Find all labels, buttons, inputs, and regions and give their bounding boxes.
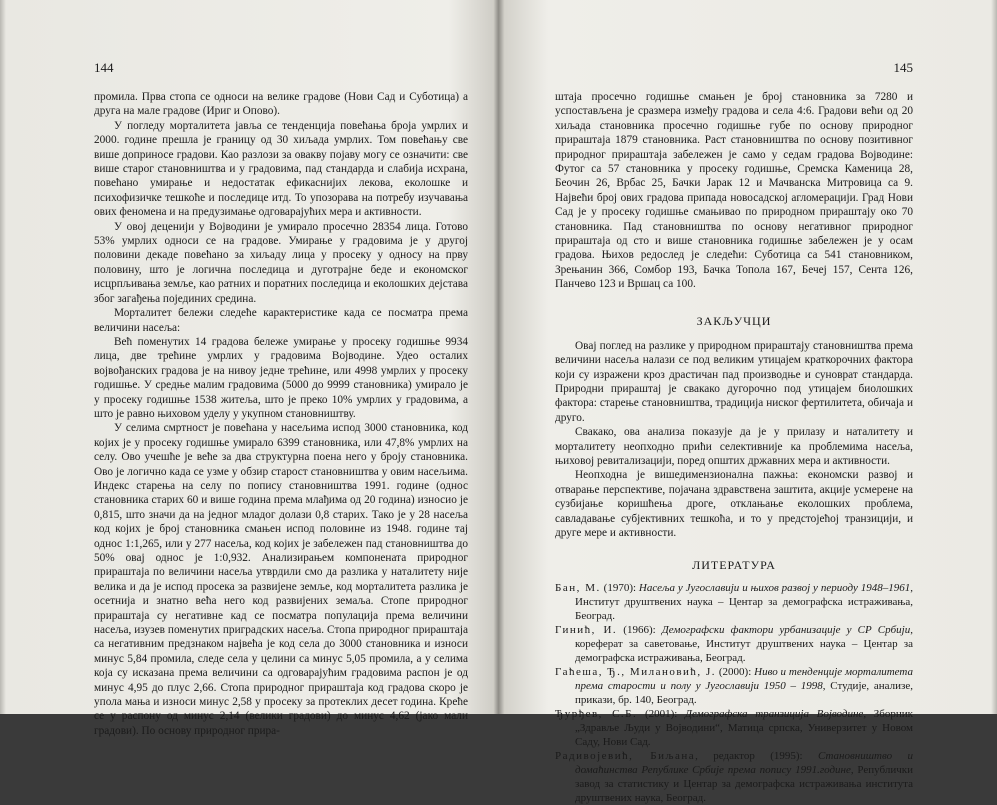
paragraph: Неопходна је вишедимензионална пажња: економски развој и отварање перспективе, појачана здравствена заштита, акције усмерене на сузбијање коришћења дроге, отклањање еколошких проблема, савладавање субјективних тешкоћа, и то у предстојећој транзицији, и друге мере и активности. xyxy=(555,469,913,539)
reference-title: Демографска транзиција Војводине xyxy=(685,708,864,721)
left-page-body xyxy=(94,90,468,738)
conclusions-body xyxy=(555,339,913,541)
reference-rest-after: , Студије, анализе, прикази, бр. 140, Београд. xyxy=(575,680,913,707)
paragraph: У погледу морталитета јавља се тенденција повећања броја умрлих и 2000. године прешла је границу од 30 хиљада умрлих. Том повећању све више доприносе градови. Као разлози за овакву појаву могу се означити: све више старог становништва и у градовима, пад стандарда и слабија исхрана, повећано умирање и недостатак ефикаснијих лекова, еколошке и психофизичке тешкоће и последице итд. То упозорава на потребу изучавања ових феномена и на предузимање одговарајућих мера и активности. xyxy=(94,119,468,219)
reference-title: Демографски фактори урбанизације у СР Србији xyxy=(661,624,911,637)
paragraph: Свакако, ова анализа показује да је у прилазу и наталитету и морталитету неопходно прићи селективније ка проблемима насеља, њиховој ревитализацији, поред општих државних мера и активности. xyxy=(555,426,913,467)
right-page-body xyxy=(555,90,913,292)
reference-title: Становништво и домаћинства Републике Србије према попису 1991.године xyxy=(575,750,913,777)
page-number-left: 144 xyxy=(94,60,114,75)
paragraph: промила. Прва стопа се односи на велике градове (Нови Сад и Суботица) а друга на мале градове (Ириг и Опово). xyxy=(94,91,468,118)
conclusions-heading: ЗАКЉУЧЦИ xyxy=(696,313,772,328)
literature-heading: ЛИТЕРАТУРА xyxy=(692,558,776,573)
reference-rest-before: (1966): xyxy=(617,624,662,637)
paragraph: Морталитет бележи следеће карактеристике када се посматра према величини насеља: xyxy=(94,307,468,334)
reference-rest-before: , редактор (1995): xyxy=(695,750,818,763)
reference-item xyxy=(555,623,913,665)
right-page xyxy=(499,0,997,805)
paragraph: штаја просечно годишње смањен је број становника за 7280 и успостављена је сразмера између градова и села 4:6. Градови већи од 20 хиљада становника просечно годишње губе по основу природног прираштаја 1879 становника. Раст становништва по основу позитивног природног прираштаја забележен је само у седам градова Војводине: Футог са 57 становника у просеку годишње, Сремска Каменица 28, Беочин 26, Врбас 25, Бачки Јарак 12 и Мачванска Митровица са 9. Највећи број ових градова припада новосадској агломерацији. Град Нови Сад је у просеку годишње смањивао по природном прираштају око 70 становника. Пад становништва по основу негативног природног прираштаја од сто и више становника годишње забележен је у осам градова. Њихов редослед је следећи: Суботица са 541 становником, Зрењанин 366, Сомбор 193, Бачка Топола 167, Бечеј 157, Сента 126, Панчево 123 и Вршац са 100. xyxy=(555,91,913,291)
reference-item xyxy=(555,665,913,707)
reference-author: Бан, М. xyxy=(555,582,601,595)
reference-rest-before: (2001): xyxy=(637,708,686,721)
reference-rest-after: , кореферат за саветовање, Институт друштвених наука – Центар за демографска истраживања, Београд. xyxy=(575,624,913,665)
reference-author: Гинић, И. xyxy=(555,624,618,637)
reference-author: Гаћеша, Ђ., Милановић, Ј. xyxy=(555,666,717,679)
reference-item xyxy=(555,749,913,805)
references-list xyxy=(555,581,913,805)
reference-rest-after: , Зборник „Здравље Људи у Војводини“, Матица српска, Универзитет у Новом Саду, Нови Сад. xyxy=(575,708,913,749)
reference-author: Ђурђев, С.Б. xyxy=(555,708,638,721)
reference-rest-before: (2000): xyxy=(716,666,755,679)
reference-author: Радивојевић, Биљана xyxy=(555,750,696,763)
paragraph: У селима смртност је повећана у насељима испод 3000 становника, код којих је у просеку годишње умирало 6399 становника, или 47,8% умрлих на селу. Ово учешће је веће за два структурна поена него у броју становника. Ово је логично када се узме у обзир старост становништва у овим насељима. Индекс старења на селу по попису становништва 1991. године (однос становника старих 60 и више година према млађима од 20 година) износио је 0,815, што значи да на једног младог долази 0,8 старих. Тако је у 28 насеља код којих је број становника смањен испод половине из 1948. године тај однос 1:1,265, или у 277 насеља, код којих је забележен пад становништва до 50% овај однос је 1:0,932. Анализирањем компонената природног прираштаја по величини насеља утврдили смо да разлика у наталитету није велика и да је испод просека за развијене земље, код морталитета разлика је осетнија и знатно већа него код развијених земаља. Стопе природног прираштаја су негативне кад се посматра популација према величини насеља, изузев поменутих приградских насеља. Стопа природног прираштаја са негативним предзнаком највећа је код села до 3000 становника и износи минус 5,84 промила, следе села у целини са минус 5,05 промила, а у селима која су исказана према величини са одговарајућим градовима распон је од минус 4,95 до плус 2,66. Стопа природног прираштаја код градова скоро је упола мања и износи минус 2,58 у просеку за протеклих десет година. Креће се у распону од минус 2,14 (велики градови) до минус 4,62 (јако мали градови). По основу природног прира- xyxy=(94,422,468,737)
reference-title: Ниво и тенденције морталитета према старости и полу у Југославији 1950 – 1998 xyxy=(575,666,913,693)
paragraph: Овај поглед на разлике у природном прираштају становништва према величини насеља налази се под великим утицајем краткорочних фактора који су изражени кроз драстичан пад производње и суноврат стандарда. Природни прираштај је свакако дугорочно под утицајем биолошких фактора: старење становништва, традиција ниског фертилитета, обичаја и друго. xyxy=(555,339,913,424)
paragraph: Већ поменутих 14 градова бележе умирање у просеку годишње 9934 лица, две трећине умрлих у градовима Војводине. Удео осталих војвођанских градова је на нивоу једне трећине, или 4998 умрлих у просеку годишње. У средње малим градовима (5000 до 9999 становника) умирало је у просеку годишње 1538 житеља, што је преко 10% умрлих у градовима, а што је равно њиховом уделу у укупном становништву. xyxy=(94,335,468,420)
reference-rest-after: , Институт друштвених наука – Центар за демографска истраживања, Београд. xyxy=(575,582,913,623)
reference-rest-after: , Републички завод за статистику и Центар за демографска истраживања института друштвених наука, Београд. xyxy=(575,764,913,805)
reference-item xyxy=(555,581,913,623)
reference-rest-before: (1970): xyxy=(600,582,639,595)
left-page xyxy=(0,0,498,737)
paragraph: У овој деценији у Војводини је умирало просечно 28354 лица. Готово 53% умрлих односи се на градове. Умирање у градовима је у другој половини декаде повећано за хиљаду лица у просеку у односу на прву половину, што је логична последица и дуготрајне беде и економског исцрпљивања земље, као ратних и поратних последица и еколошких дејстава због загађења појединих средина. xyxy=(94,220,468,305)
page-number-right: 145 xyxy=(893,60,913,75)
reference-title: Насеља у Југославији и њихов развој у периоду 1948–1961 xyxy=(638,582,911,595)
